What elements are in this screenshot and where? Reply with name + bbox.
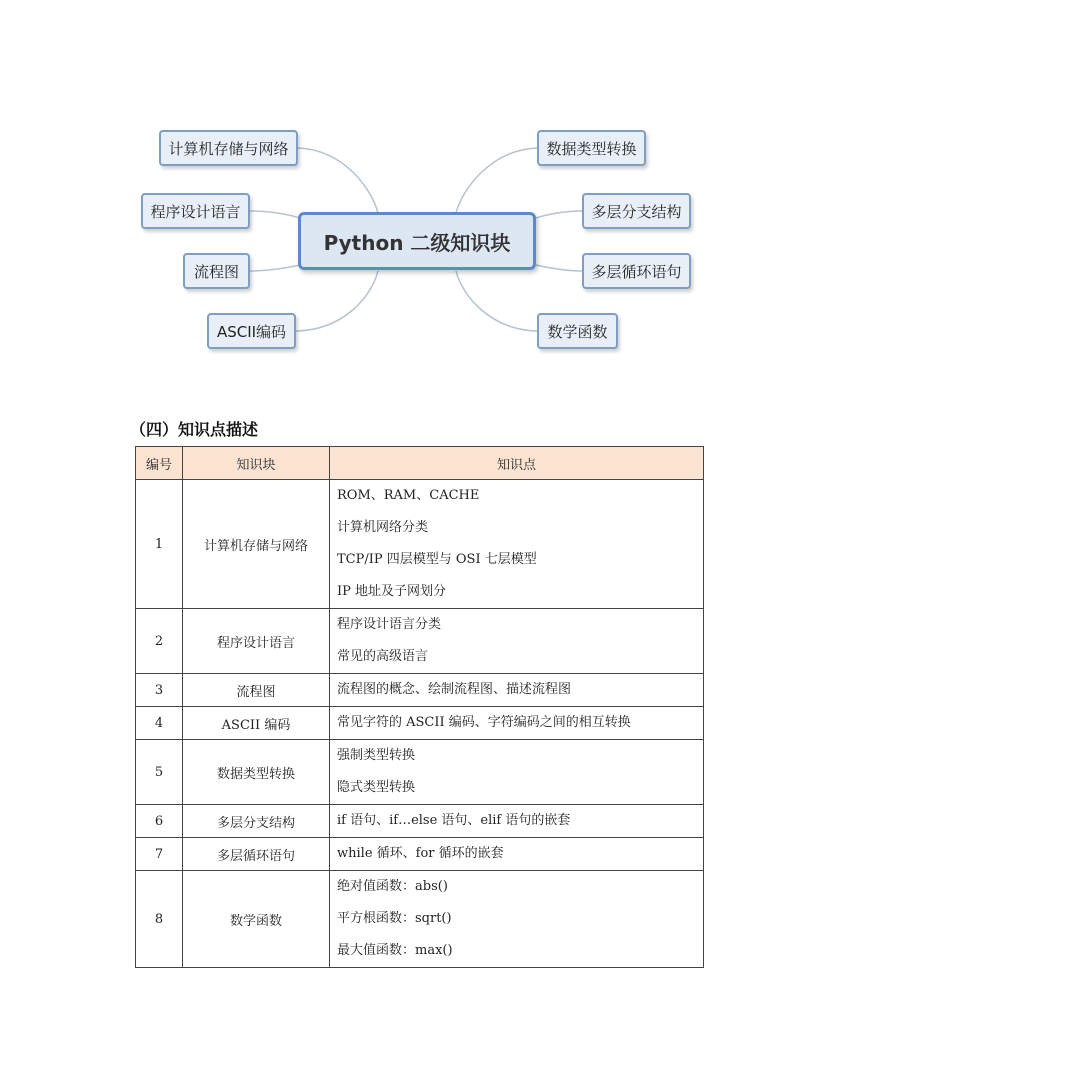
row-number: 5 [136,740,183,805]
row-points [330,480,704,609]
link-right-1 [456,148,537,213]
table-row [136,609,704,674]
knowledge-point: 程序设计语言分类 [337,617,442,632]
mindmap-node-multi-loop: 多层循环语句 [582,253,691,289]
row-block: 多层循环语句 [183,838,330,871]
link-right-3 [536,265,582,271]
table-row [136,871,704,968]
table-header-row [136,447,704,480]
knowledge-point: 流程图的概念、绘制流程图、描述流程图 [337,682,572,697]
knowledge-point: 强制类型转换 [337,748,416,763]
row-block: ASCII 编码 [183,707,330,740]
mindmap-node-ascii-encoding: ASCII编码 [207,313,296,349]
link-right-2 [536,211,582,218]
row-number: 4 [136,707,183,740]
knowledge-table [135,446,704,968]
mindmap-node-programming-language: 程序设计语言 [141,193,250,229]
row-block: 多层分支结构 [183,805,330,838]
table-row [136,838,704,871]
mindmap-node-math-functions: 数学函数 [537,313,618,349]
row-block: 流程图 [183,674,330,707]
row-points [330,740,704,805]
mindmap-center-node: Python 二级知识块 [298,212,536,270]
row-points [330,838,704,871]
link-right-4 [456,271,537,331]
knowledge-point: TCP/IP 四层模型与 OSI 七层模型 [337,552,537,567]
table-row [136,805,704,838]
knowledge-point: ROM、RAM、CACHE [337,488,480,503]
row-points [330,609,704,674]
row-points [330,805,704,838]
row-block: 数学函数 [183,871,330,968]
row-block: 程序设计语言 [183,609,330,674]
knowledge-point: while 循环、for 循环的嵌套 [337,846,504,861]
knowledge-point: 平方根函数：sqrt() [337,911,452,926]
table-row [136,480,704,609]
table-row [136,740,704,805]
knowledge-point: 绝对值函数：abs() [337,879,448,894]
knowledge-point: 常见的高级语言 [337,649,429,664]
mind-map [0,0,1080,400]
row-number: 1 [136,480,183,609]
knowledge-point: IP 地址及子网划分 [337,584,447,599]
mindmap-node-data-type-conversion: 数据类型转换 [537,130,646,166]
mindmap-node-computer-storage-network: 计算机存储与网络 [159,130,298,166]
table-row [136,674,704,707]
knowledge-point: 隐式类型转换 [337,780,416,795]
row-points [330,871,704,968]
link-left-3 [250,265,300,271]
header-knowledge-block: 知识块 [183,447,330,480]
row-number: 3 [136,674,183,707]
link-left-1 [298,148,378,213]
header-number: 编号 [136,447,183,480]
knowledge-point: if 语句、if…else 语句、elif 语句的嵌套 [337,813,571,828]
knowledge-point: 计算机网络分类 [337,520,429,535]
row-points [330,674,704,707]
row-number: 6 [136,805,183,838]
row-block: 计算机存储与网络 [183,480,330,609]
mindmap-node-multi-branch: 多层分支结构 [582,193,691,229]
section-title: （四）知识点描述 [130,420,259,439]
row-block: 数据类型转换 [183,740,330,805]
row-number: 7 [136,838,183,871]
row-number: 2 [136,609,183,674]
header-knowledge-points: 知识点 [330,447,704,480]
table-row [136,707,704,740]
knowledge-point: 最大值函数：max() [337,943,453,958]
row-points [330,707,704,740]
link-left-4 [296,271,378,331]
row-number: 8 [136,871,183,968]
knowledge-point: 常见字符的 ASCII 编码、字符编码之间的相互转换 [337,715,631,730]
mindmap-node-flowchart: 流程图 [183,253,250,289]
link-left-2 [250,211,300,218]
